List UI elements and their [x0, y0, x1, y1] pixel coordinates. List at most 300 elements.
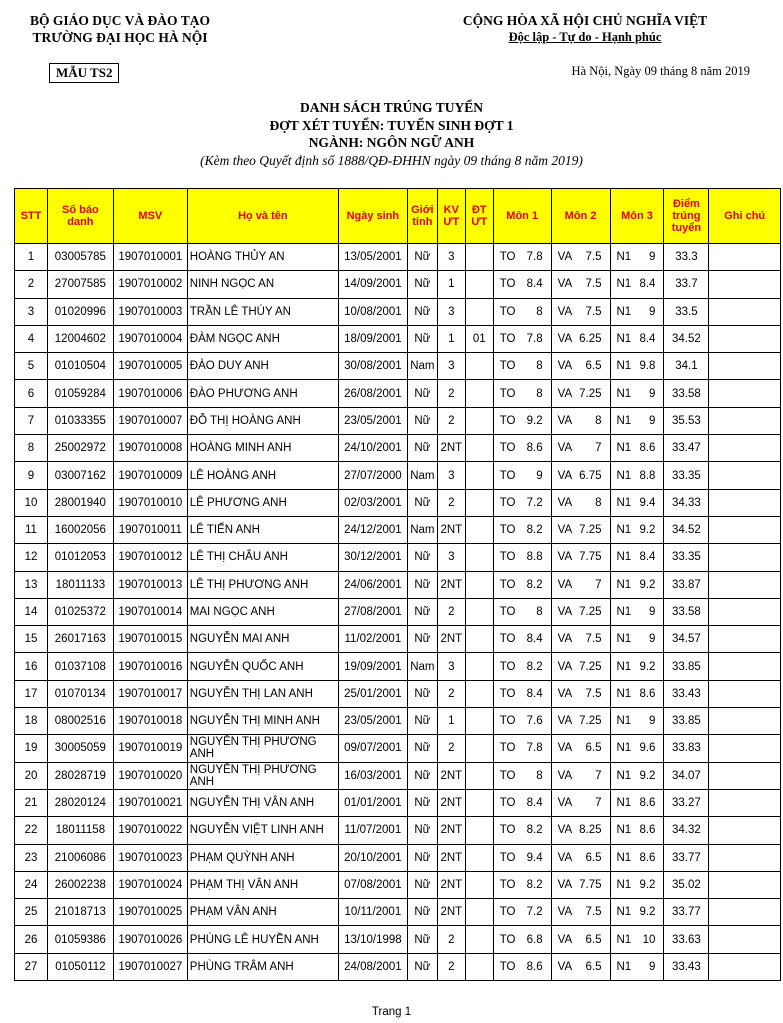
- cell-kv: 2NT: [437, 571, 465, 598]
- cell-kv: 1: [437, 271, 465, 298]
- cell-kv: 2: [437, 598, 465, 625]
- table-row: [15, 571, 781, 598]
- cell-mon1-score: 8: [519, 380, 551, 407]
- cell-mon3-subject: N1: [610, 626, 636, 653]
- cell-mon3-score: 8.6: [636, 789, 664, 816]
- cell-sbd: 01037108: [47, 653, 113, 680]
- cell-mon1-score: 8.2: [519, 817, 551, 844]
- cell-gender: Nữ: [407, 544, 437, 571]
- cell-name: LÊ PHƯƠNG ANH: [187, 489, 338, 516]
- cell-note: [709, 626, 781, 653]
- cell-mon2-score: 7: [577, 435, 610, 462]
- cell-kv: 2NT: [437, 817, 465, 844]
- cell-stt: 15: [15, 626, 48, 653]
- cell-sbd: 30005059: [47, 735, 113, 762]
- cell-mon1-score: 8.4: [519, 680, 551, 707]
- national-motto: Độc lập - Tự do - Hạnh phúc: [508, 30, 662, 44]
- cell-gender: Nữ: [407, 489, 437, 516]
- cell-total-score: 34.32: [664, 817, 709, 844]
- cell-dob: 26/08/2001: [338, 380, 407, 407]
- cell-mon2-subject: VA: [551, 871, 577, 898]
- cell-mon1-score: 7.2: [519, 489, 551, 516]
- cell-total-score: 33.27: [664, 789, 709, 816]
- cell-name: NGUYỄN VIỆT LINH ANH: [187, 817, 338, 844]
- cell-mon2-score: 6.5: [577, 953, 610, 980]
- cell-gender: Nữ: [407, 844, 437, 871]
- cell-dob: 27/08/2001: [338, 598, 407, 625]
- cell-mon2-score: 7.25: [577, 516, 610, 543]
- cell-mon2-score: 8: [577, 407, 610, 434]
- cell-mon2-subject: VA: [551, 626, 577, 653]
- cell-mon2-score: 7.75: [577, 871, 610, 898]
- cell-kv: 3: [437, 653, 465, 680]
- cell-dt: [465, 380, 493, 407]
- table-row: [15, 244, 781, 271]
- cell-gender: Nữ: [407, 271, 437, 298]
- cell-total-score: 34.07: [664, 762, 709, 789]
- cell-note: [709, 380, 781, 407]
- cell-dob: 01/01/2001: [338, 789, 407, 816]
- header-note: Ghi chú: [709, 189, 781, 244]
- cell-mon2-score: 7: [577, 571, 610, 598]
- table-row: [15, 871, 781, 898]
- cell-mon1-score: 8.8: [519, 544, 551, 571]
- cell-mon2-score: 7.5: [577, 626, 610, 653]
- cell-sbd: 27007585: [47, 271, 113, 298]
- cell-mon1-subject: TO: [493, 680, 519, 707]
- cell-sbd: 08002516: [47, 708, 113, 735]
- cell-msv: 1907010005: [113, 353, 187, 380]
- cell-name: NGUYỄN THỊ MINH ANH: [187, 708, 338, 735]
- cell-kv: 2NT: [437, 762, 465, 789]
- cell-stt: 22: [15, 817, 48, 844]
- form-code-box: MẪU TS2: [49, 63, 119, 83]
- cell-stt: 5: [15, 353, 48, 380]
- cell-mon3-score: 9: [636, 298, 664, 325]
- header-name: Họ và tên: [187, 189, 338, 244]
- cell-gender: Nữ: [407, 735, 437, 762]
- cell-mon2-score: 8.25: [577, 817, 610, 844]
- cell-mon1-subject: TO: [493, 462, 519, 489]
- cell-mon1-subject: TO: [493, 380, 519, 407]
- cell-mon1-subject: TO: [493, 762, 519, 789]
- header-gender: Giới tính: [407, 189, 437, 244]
- header-stt: STT: [15, 189, 48, 244]
- cell-mon3-subject: N1: [610, 653, 636, 680]
- cell-dob: 07/08/2001: [338, 871, 407, 898]
- cell-mon3-subject: N1: [610, 407, 636, 434]
- cell-name: NGUYỄN THỊ VÂN ANH: [187, 789, 338, 816]
- cell-dob: 19/09/2001: [338, 653, 407, 680]
- cell-sbd: 26002238: [47, 871, 113, 898]
- cell-total-score: 33.85: [664, 653, 709, 680]
- cell-mon3-score: 9: [636, 380, 664, 407]
- table-row: [15, 762, 781, 789]
- cell-mon1-subject: TO: [493, 653, 519, 680]
- cell-mon3-subject: N1: [610, 598, 636, 625]
- cell-total-score: 35.02: [664, 871, 709, 898]
- cell-mon3-score: 9: [636, 708, 664, 735]
- cell-dt: [465, 462, 493, 489]
- cell-mon2-subject: VA: [551, 762, 577, 789]
- cell-stt: 9: [15, 462, 48, 489]
- cell-name: HOÀNG MINH ANH: [187, 435, 338, 462]
- table-row: [15, 407, 781, 434]
- cell-kv: 3: [437, 544, 465, 571]
- cell-mon1-score: 8: [519, 762, 551, 789]
- cell-note: [709, 462, 781, 489]
- cell-total-score: 33.83: [664, 735, 709, 762]
- cell-gender: Nam: [407, 353, 437, 380]
- cell-sbd: 12004602: [47, 325, 113, 352]
- cell-gender: Nữ: [407, 407, 437, 434]
- cell-note: [709, 680, 781, 707]
- cell-dob: 24/10/2001: [338, 435, 407, 462]
- cell-gender: Nam: [407, 516, 437, 543]
- cell-total-score: 34.33: [664, 489, 709, 516]
- cell-total-score: 33.43: [664, 953, 709, 980]
- cell-mon3-score: 9: [636, 953, 664, 980]
- table-row: [15, 817, 781, 844]
- cell-mon3-score: 8.6: [636, 844, 664, 871]
- cell-dob: 24/06/2001: [338, 571, 407, 598]
- cell-mon1-subject: TO: [493, 435, 519, 462]
- cell-name: LÊ THỊ PHƯƠNG ANH: [187, 571, 338, 598]
- cell-total-score: 33.47: [664, 435, 709, 462]
- cell-dob: 24/12/2001: [338, 516, 407, 543]
- cell-dob: 23/05/2001: [338, 407, 407, 434]
- table-row: [15, 653, 781, 680]
- cell-dob: 13/10/1998: [338, 926, 407, 953]
- cell-dob: 30/12/2001: [338, 544, 407, 571]
- table-row: [15, 680, 781, 707]
- cell-mon3-subject: N1: [610, 926, 636, 953]
- cell-mon1-subject: TO: [493, 298, 519, 325]
- cell-mon3-subject: N1: [610, 380, 636, 407]
- document-title: [0, 99, 783, 169]
- header-sbd: Số báo danh: [47, 189, 113, 244]
- cell-stt: 12: [15, 544, 48, 571]
- cell-mon1-subject: TO: [493, 271, 519, 298]
- cell-mon2-subject: VA: [551, 899, 577, 926]
- cell-mon2-score: 7.25: [577, 598, 610, 625]
- header-mon1: Môn 1: [493, 189, 551, 244]
- cell-gender: Nữ: [407, 817, 437, 844]
- cell-gender: Nữ: [407, 708, 437, 735]
- cell-mon3-score: 9.4: [636, 489, 664, 516]
- cell-mon1-score: 8.2: [519, 871, 551, 898]
- cell-sbd: 01070134: [47, 680, 113, 707]
- cell-mon3-score: 9.2: [636, 571, 664, 598]
- cell-name: NGUYỄN MAI ANH: [187, 626, 338, 653]
- cell-dob: 27/07/2000: [338, 462, 407, 489]
- cell-gender: Nữ: [407, 926, 437, 953]
- cell-dt: [465, 435, 493, 462]
- cell-sbd: 01033355: [47, 407, 113, 434]
- cell-msv: 1907010014: [113, 598, 187, 625]
- cell-total-score: 33.3: [664, 244, 709, 271]
- cell-dt: [465, 653, 493, 680]
- cell-dt: [465, 899, 493, 926]
- cell-total-score: 34.1: [664, 353, 709, 380]
- cell-sbd: 18011158: [47, 817, 113, 844]
- cell-mon1-score: 8.6: [519, 435, 551, 462]
- cell-mon1-score: 8.4: [519, 271, 551, 298]
- cell-mon3-subject: N1: [610, 708, 636, 735]
- cell-stt: 25: [15, 899, 48, 926]
- cell-mon1-score: 8.6: [519, 953, 551, 980]
- cell-mon3-score: 9: [636, 407, 664, 434]
- cell-note: [709, 544, 781, 571]
- cell-mon3-score: 10: [636, 926, 664, 953]
- cell-dt: [465, 817, 493, 844]
- ministry-name: BỘ GIÁO DỤC VÀ ĐÀO TẠO: [30, 13, 210, 28]
- cell-stt: 24: [15, 871, 48, 898]
- table-row: [15, 462, 781, 489]
- cell-msv: 1907010024: [113, 871, 187, 898]
- cell-mon1-subject: TO: [493, 407, 519, 434]
- cell-sbd: 01020996: [47, 298, 113, 325]
- cell-dt: 01: [465, 325, 493, 352]
- cell-msv: 1907010009: [113, 462, 187, 489]
- cell-mon2-subject: VA: [551, 516, 577, 543]
- cell-mon3-score: 8.4: [636, 271, 664, 298]
- cell-total-score: 33.58: [664, 598, 709, 625]
- cell-msv: 1907010007: [113, 407, 187, 434]
- cell-note: [709, 817, 781, 844]
- cell-total-score: 35.53: [664, 407, 709, 434]
- cell-mon3-subject: N1: [610, 735, 636, 762]
- cell-total-score: 34.52: [664, 516, 709, 543]
- cell-note: [709, 516, 781, 543]
- cell-note: [709, 844, 781, 871]
- cell-mon2-score: 7.25: [577, 380, 610, 407]
- cell-name: LÊ THỊ CHÂU ANH: [187, 544, 338, 571]
- cell-kv: 2NT: [437, 844, 465, 871]
- cell-mon2-subject: VA: [551, 271, 577, 298]
- cell-dob: 10/08/2001: [338, 298, 407, 325]
- cell-mon2-score: 6.5: [577, 844, 610, 871]
- cell-gender: Nữ: [407, 626, 437, 653]
- cell-gender: Nữ: [407, 871, 437, 898]
- cell-stt: 11: [15, 516, 48, 543]
- cell-mon3-score: 9: [636, 598, 664, 625]
- table-row: [15, 789, 781, 816]
- table-header-row: [15, 189, 781, 244]
- cell-note: [709, 244, 781, 271]
- cell-mon1-score: 8.2: [519, 571, 551, 598]
- cell-mon2-score: 7: [577, 789, 610, 816]
- cell-mon2-score: 8: [577, 489, 610, 516]
- cell-stt: 10: [15, 489, 48, 516]
- cell-msv: 1907010015: [113, 626, 187, 653]
- title-line-1: DANH SÁCH TRÚNG TUYỂN: [300, 100, 483, 115]
- cell-mon1-score: 8: [519, 598, 551, 625]
- cell-stt: 1: [15, 244, 48, 271]
- cell-gender: Nữ: [407, 571, 437, 598]
- cell-mon3-subject: N1: [610, 516, 636, 543]
- cell-mon2-score: 7.25: [577, 653, 610, 680]
- cell-mon1-subject: TO: [493, 626, 519, 653]
- cell-stt: 2: [15, 271, 48, 298]
- cell-note: [709, 926, 781, 953]
- cell-dt: [465, 871, 493, 898]
- cell-gender: Nữ: [407, 953, 437, 980]
- cell-dt: [465, 407, 493, 434]
- cell-mon1-subject: TO: [493, 789, 519, 816]
- cell-name: PHÙNG TRÂM ANH: [187, 953, 338, 980]
- cell-dt: [465, 544, 493, 571]
- header-kv: KV ƯT: [437, 189, 465, 244]
- cell-mon1-score: 8.2: [519, 516, 551, 543]
- cell-mon3-score: 8.4: [636, 544, 664, 571]
- cell-mon1-score: 7.8: [519, 735, 551, 762]
- cell-mon2-subject: VA: [551, 489, 577, 516]
- cell-dob: 16/03/2001: [338, 762, 407, 789]
- cell-name: NGUYỄN THỊ PHƯƠNG ANH: [187, 762, 338, 789]
- cell-stt: 26: [15, 926, 48, 953]
- table-row: [15, 626, 781, 653]
- cell-sbd: 03005785: [47, 244, 113, 271]
- cell-dt: [465, 516, 493, 543]
- cell-mon2-subject: VA: [551, 544, 577, 571]
- cell-dt: [465, 489, 493, 516]
- cell-total-score: 33.35: [664, 462, 709, 489]
- cell-mon2-subject: VA: [551, 380, 577, 407]
- cell-mon1-subject: TO: [493, 871, 519, 898]
- cell-kv: 2: [437, 680, 465, 707]
- cell-kv: 2NT: [437, 871, 465, 898]
- header-dt: ĐT ƯT: [465, 189, 493, 244]
- cell-dt: [465, 735, 493, 762]
- cell-kv: 2: [437, 953, 465, 980]
- cell-dob: 20/10/2001: [338, 844, 407, 871]
- cell-dob: 14/09/2001: [338, 271, 407, 298]
- cell-mon1-subject: TO: [493, 489, 519, 516]
- cell-total-score: 33.5: [664, 298, 709, 325]
- cell-kv: 2: [437, 735, 465, 762]
- cell-msv: 1907010010: [113, 489, 187, 516]
- header-score: Điểm trúng tuyển: [664, 189, 709, 244]
- cell-mon3-score: 8.6: [636, 817, 664, 844]
- cell-sbd: 01010504: [47, 353, 113, 380]
- cell-dt: [465, 708, 493, 735]
- admission-table: [14, 188, 781, 981]
- cell-sbd: 28028719: [47, 762, 113, 789]
- cell-dt: [465, 626, 493, 653]
- cell-note: [709, 489, 781, 516]
- cell-msv: 1907010003: [113, 298, 187, 325]
- cell-name: ĐÀM NGỌC ANH: [187, 325, 338, 352]
- cell-gender: Nữ: [407, 598, 437, 625]
- cell-mon1-score: 9: [519, 462, 551, 489]
- cell-note: [709, 271, 781, 298]
- cell-note: [709, 298, 781, 325]
- cell-dt: [465, 762, 493, 789]
- cell-msv: 1907010018: [113, 708, 187, 735]
- cell-mon2-score: 6.5: [577, 353, 610, 380]
- cell-name: NGUYỄN THỊ LAN ANH: [187, 680, 338, 707]
- cell-mon2-subject: VA: [551, 653, 577, 680]
- cell-mon1-subject: TO: [493, 953, 519, 980]
- university-name: TRƯỜNG ĐẠI HỌC HÀ NỘI: [32, 30, 208, 45]
- cell-mon2-subject: VA: [551, 571, 577, 598]
- cell-stt: 3: [15, 298, 48, 325]
- cell-kv: 3: [437, 462, 465, 489]
- cell-msv: 1907010006: [113, 380, 187, 407]
- cell-dob: 25/01/2001: [338, 680, 407, 707]
- cell-mon3-score: 9.2: [636, 899, 664, 926]
- cell-dt: [465, 680, 493, 707]
- cell-mon2-subject: VA: [551, 298, 577, 325]
- cell-name: NINH NGỌC AN: [187, 271, 338, 298]
- cell-mon2-subject: VA: [551, 817, 577, 844]
- cell-mon3-subject: N1: [610, 298, 636, 325]
- cell-mon2-subject: VA: [551, 435, 577, 462]
- cell-mon1-score: 7.2: [519, 899, 551, 926]
- cell-dt: [465, 571, 493, 598]
- table-row: [15, 380, 781, 407]
- cell-stt: 18: [15, 708, 48, 735]
- cell-stt: 21: [15, 789, 48, 816]
- cell-mon1-subject: TO: [493, 325, 519, 352]
- table-body: [15, 244, 781, 981]
- cell-mon1-score: 7.8: [519, 325, 551, 352]
- cell-total-score: 33.87: [664, 571, 709, 598]
- cell-mon3-score: 9: [636, 626, 664, 653]
- cell-msv: 1907010019: [113, 735, 187, 762]
- cell-mon3-subject: N1: [610, 789, 636, 816]
- cell-mon3-subject: N1: [610, 244, 636, 271]
- cell-mon1-score: 7.8: [519, 244, 551, 271]
- cell-mon3-subject: N1: [610, 871, 636, 898]
- cell-dt: [465, 953, 493, 980]
- cell-name: LÊ TIẾN ANH: [187, 516, 338, 543]
- cell-kv: 2: [437, 926, 465, 953]
- title-line-2: ĐỢT XÉT TUYỂN: TUYỂN SINH ĐỢT 1: [269, 117, 514, 133]
- national-header: [420, 12, 750, 46]
- national-title: CỘNG HÒA XÃ HỘI CHỦ NGHĨA VIỆT: [462, 13, 708, 28]
- cell-stt: 4: [15, 325, 48, 352]
- cell-dob: 09/07/2001: [338, 735, 407, 762]
- cell-mon2-subject: VA: [551, 926, 577, 953]
- cell-mon1-subject: TO: [493, 926, 519, 953]
- cell-sbd: 26017163: [47, 626, 113, 653]
- cell-msv: 1907010011: [113, 516, 187, 543]
- cell-sbd: 28001940: [47, 489, 113, 516]
- cell-kv: 3: [437, 298, 465, 325]
- cell-mon1-score: 8.4: [519, 789, 551, 816]
- cell-name: PHÙNG LÊ HUYỀN ANH: [187, 926, 338, 953]
- cell-mon2-score: 6.5: [577, 926, 610, 953]
- cell-mon2-score: 7.5: [577, 899, 610, 926]
- cell-name: LÊ HOÀNG ANH: [187, 462, 338, 489]
- cell-total-score: 34.57: [664, 626, 709, 653]
- cell-mon2-score: 7: [577, 762, 610, 789]
- cell-mon2-subject: VA: [551, 789, 577, 816]
- cell-mon3-subject: N1: [610, 844, 636, 871]
- cell-name: HOÀNG THỦY AN: [187, 244, 338, 271]
- cell-mon2-score: 6.25: [577, 325, 610, 352]
- cell-gender: Nữ: [407, 789, 437, 816]
- cell-mon3-subject: N1: [610, 325, 636, 352]
- cell-kv: 2NT: [437, 789, 465, 816]
- cell-msv: 1907010013: [113, 571, 187, 598]
- cell-total-score: 33.77: [664, 899, 709, 926]
- cell-total-score: 33.58: [664, 380, 709, 407]
- cell-mon1-subject: TO: [493, 899, 519, 926]
- cell-mon2-score: 7.5: [577, 298, 610, 325]
